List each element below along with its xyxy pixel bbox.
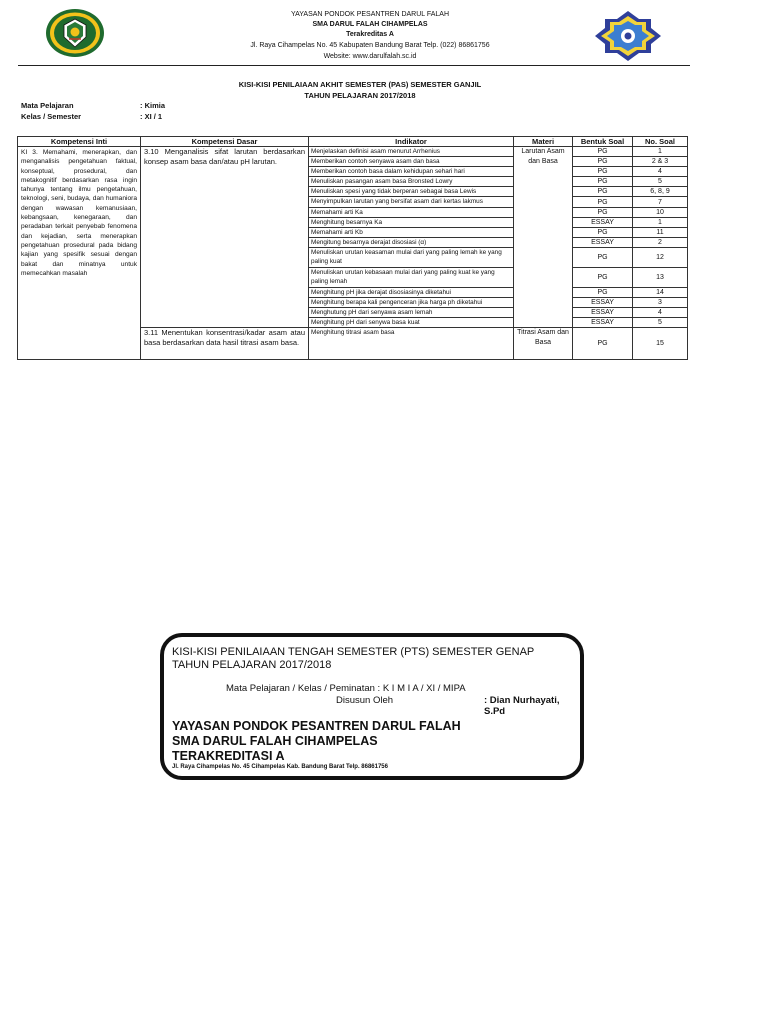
star-emblem-logo <box>593 10 663 62</box>
indikator-cell: Memberikan contoh basa dalam kehidupan sehari hari <box>309 167 514 177</box>
kompetensi-dasar-cell-1: 3.10 Menganalisis sifat larutan berdasarkan konsep asam basa dan/atau pH larutan. <box>141 147 309 328</box>
indikator-cell: Menyimpulkan larutan yang bersifat asam dari kertas lakmus <box>309 197 514 207</box>
no-soal-cell: 3 <box>633 298 688 308</box>
cover-card <box>160 633 584 780</box>
letterhead-accreditation: Terakreditas A <box>346 31 394 38</box>
kisi-kisi-table <box>17 136 688 360</box>
document-title: KISI-KISI PENILAIAAN AKHIT SEMESTER (PAS) SEMESTER GANJIL <box>238 80 482 89</box>
letterhead-website: Website: www.darulfalah.sc.id <box>323 53 417 60</box>
bentuk-soal-cell: ESSAY <box>573 298 633 308</box>
indikator-cell: Menghitung pH jika derajat disosiasinya diketahui <box>309 287 514 297</box>
card-subject-line: Mata Pelajaran / Kelas / Peminatan : K I M I A / XI / MIPA <box>226 683 466 694</box>
card-org-foundation: YAYASAN PONDOK PESANTREN DARUL FALAH <box>172 719 461 733</box>
no-soal-cell: 7 <box>633 197 688 207</box>
no-soal-cell: 11 <box>633 227 688 237</box>
card-author-value: : Dian Nurhayati, S.Pd <box>484 695 560 717</box>
no-soal-cell: 15 <box>633 328 688 360</box>
bentuk-soal-cell: PG <box>573 147 633 157</box>
school-emblem-logo <box>45 8 105 58</box>
class-value: : XI / 1 <box>140 112 163 121</box>
indikator-cell: Menjelaskan definisi asam menurut Arrhenius <box>309 147 514 157</box>
indikator-cell: Menghitung besarnya Ka <box>309 217 514 227</box>
header-kompetensi-inti: Kompetensi Inti <box>18 137 141 147</box>
indikator-cell: Menuliskan pasangan asam basa Bronsted Lowry <box>309 177 514 187</box>
letterhead-address: Jl. Raya Cihampelas No. 45 Kabupaten Bandung Barat Telp. (022) 86861756 <box>250 42 490 49</box>
indikator-cell: Menghitung titrasi asam basa <box>309 328 514 360</box>
bentuk-soal-cell: PG <box>573 328 633 360</box>
indikator-cell: Menuliskan urutan kebasaan mulai dari yang paling kuat ke yang paling lemah <box>309 267 514 287</box>
no-soal-cell: 10 <box>633 207 688 217</box>
class-label: Kelas / Semester <box>21 112 82 121</box>
header-materi: Materi <box>514 137 573 147</box>
kompetensi-dasar-cell-2: 3.11 Menentukan konsentrasi/kadar asam atau basa berdasarkan data hasil titrasi asam basa. <box>141 328 309 360</box>
kompetensi-inti-cell: KI 3. Memahami, menerapkan, dan menganalisis pengetahuan faktual, konseptual, prosedural, dan metakognitif berdasarkan rasa ingin tahunya tentang ilmu pengetahuan, teknologi, seni, budaya, dan humaniora dengan wawasan kemanusiaan, kebangsaan, kenegaraan, dan peradaban terkait penyebab fenomena dan kejadian, serta menerapkan pengetahuan prosedural pada bidang kajian yang spesifik sesuai dengan bakat dan minatnya untuk memecahkan masalah <box>18 147 141 360</box>
no-soal-cell: 2 <box>633 237 688 247</box>
card-title: KISI-KISI PENILAIAAN TENGAH SEMESTER (PTS) SEMESTER GENAP <box>172 646 535 658</box>
bentuk-soal-cell: PG <box>573 167 633 177</box>
card-address: Jl. Raya Cihampelas No. 45 Cihampelas Kab. Bandung Barat Telp. 86861756 <box>172 764 388 770</box>
no-soal-cell: 5 <box>633 318 688 328</box>
no-soal-cell: 14 <box>633 287 688 297</box>
bentuk-soal-cell: ESSAY <box>573 217 633 227</box>
no-soal-cell: 4 <box>633 167 688 177</box>
bentuk-soal-cell: PG <box>573 177 633 187</box>
bentuk-soal-cell: ESSAY <box>573 308 633 318</box>
letterhead-divider <box>18 65 690 66</box>
bentuk-soal-cell: PG <box>573 197 633 207</box>
header-kompetensi-dasar: Kompetensi Dasar <box>141 137 309 147</box>
materi-cell-1: Larutan Asam dan Basa <box>514 147 573 328</box>
no-soal-cell: 1 <box>633 217 688 227</box>
bentuk-soal-cell: PG <box>573 187 633 197</box>
card-year: TAHUN PELAJARAN 2017/2018 <box>172 659 332 671</box>
no-soal-cell: 12 <box>633 247 688 267</box>
indikator-cell: Memberikan contoh senyawa asam dan basa <box>309 157 514 167</box>
header-indikator: Indikator <box>309 137 514 147</box>
header-bentuk-soal: Bentuk Soal <box>573 137 633 147</box>
indikator-cell: Menuliskan urutan keasaman mulai dari yang paling lemah ke yang paling kuat <box>309 247 514 267</box>
bentuk-soal-cell: PG <box>573 207 633 217</box>
no-soal-cell: 4 <box>633 308 688 318</box>
subject-label: Mata Pelajaran <box>21 101 74 110</box>
indikator-cell: Memahami arti Ka <box>309 207 514 217</box>
bentuk-soal-cell: ESSAY <box>573 237 633 247</box>
card-org-school: SMA DARUL FALAH CIHAMPELAS <box>172 734 378 748</box>
bentuk-soal-cell: PG <box>573 267 633 287</box>
card-org-accreditation: TERAKREDITASI A <box>172 749 285 763</box>
indikator-cell: Mengitung besarnya derajat disosiasi (α) <box>309 237 514 247</box>
bentuk-soal-cell: PG <box>573 157 633 167</box>
indikator-cell: Menghutung pH dari senyawa asam lemah <box>309 308 514 318</box>
no-soal-cell: 6, 8, 9 <box>633 187 688 197</box>
indikator-cell: Menghitung pH dari senywa basa kuat <box>309 318 514 328</box>
no-soal-cell: 13 <box>633 267 688 287</box>
bentuk-soal-cell: PG <box>573 227 633 237</box>
no-soal-cell: 5 <box>633 177 688 187</box>
header-no-soal: No. Soal <box>633 137 688 147</box>
subject-value: : Kimia <box>140 101 166 110</box>
indikator-cell: Menuliskan spesi yang tidak berperan sebagai basa Lewis <box>309 187 514 197</box>
letterhead-foundation: YAYASAN PONDOK PESANTREN DARUL FALAH <box>290 11 450 18</box>
bentuk-soal-cell: PG <box>573 287 633 297</box>
table-row <box>18 147 688 157</box>
bentuk-soal-cell: PG <box>573 247 633 267</box>
bentuk-soal-cell: ESSAY <box>573 318 633 328</box>
indikator-cell: Menghitung berapa kali pengenceran jika harga ph diketahui <box>309 298 514 308</box>
no-soal-cell: 1 <box>633 147 688 157</box>
card-author-label: Disusun Oleh <box>336 695 394 706</box>
letterhead-school: SMA DARUL FALAH CIHAMPELAS <box>312 21 428 28</box>
table-header-row <box>18 137 688 147</box>
no-soal-cell: 2 & 3 <box>633 157 688 167</box>
indikator-cell: Memahami arti Kb <box>309 227 514 237</box>
materi-cell-2: Titrasi Asam dan Basa <box>514 328 573 360</box>
document-year: TAHUN PELAJARAN 2017/2018 <box>304 91 416 100</box>
